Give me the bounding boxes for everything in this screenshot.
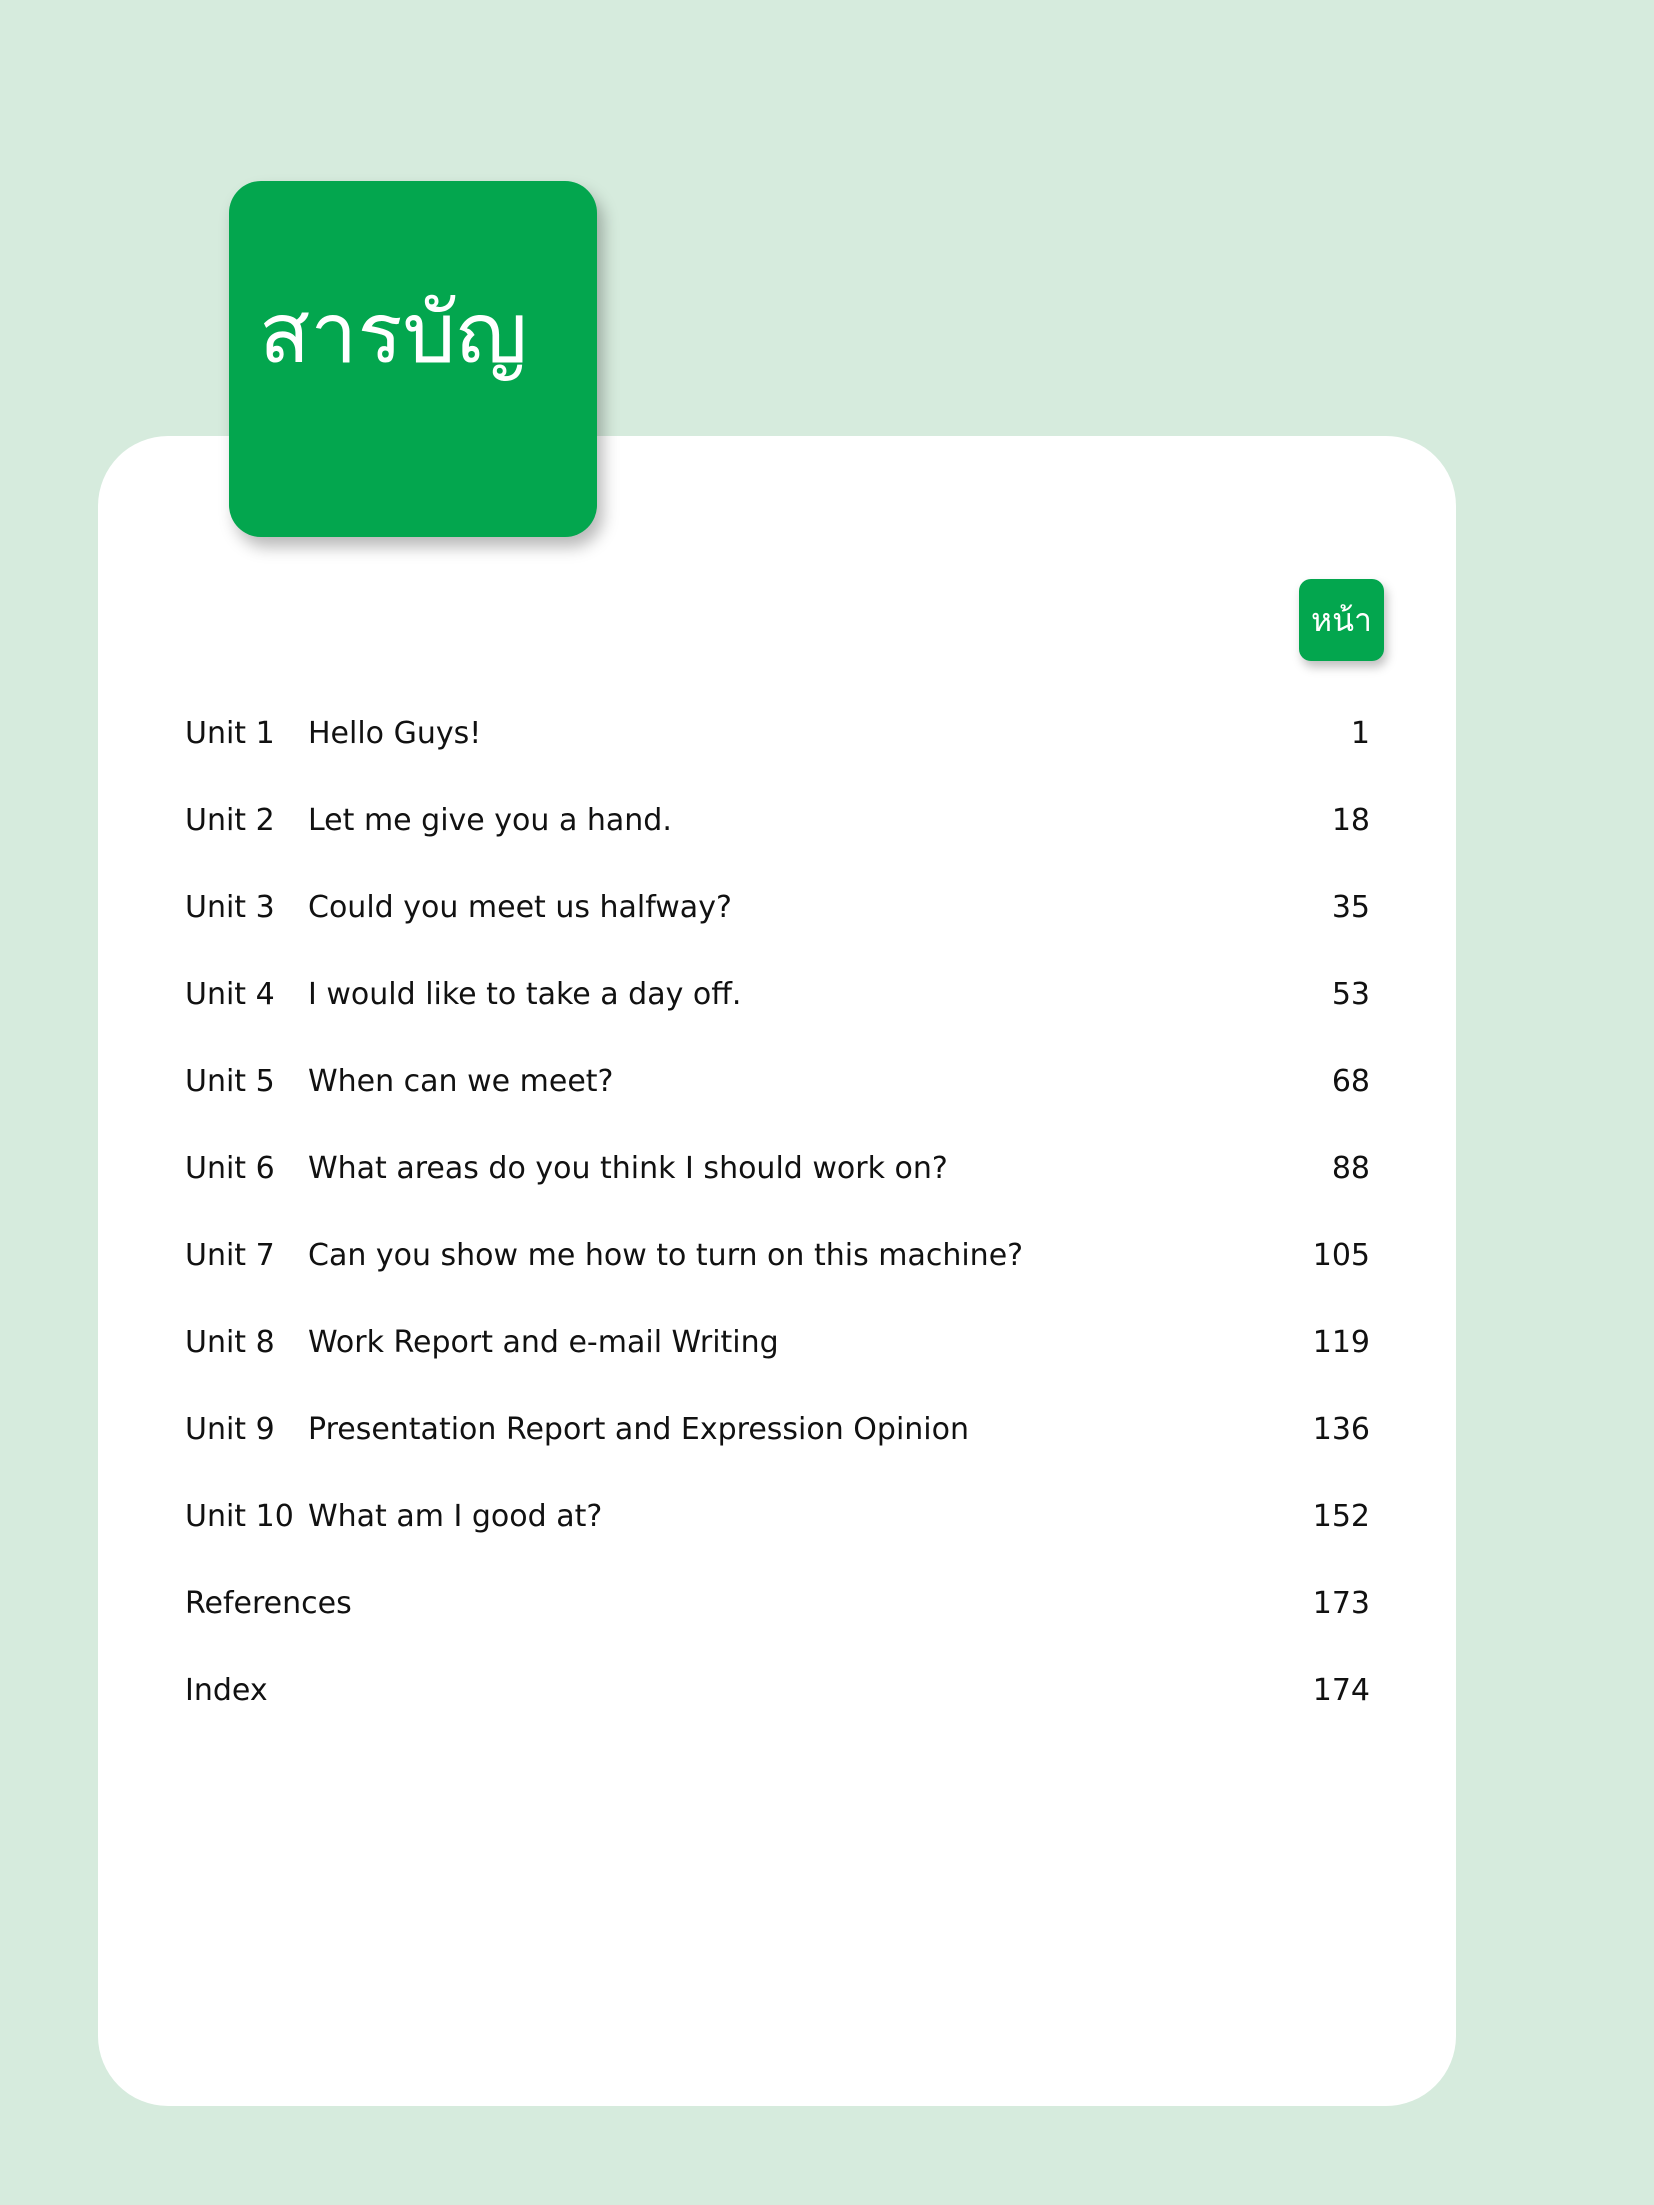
toc-title: Let me give you a hand. [308, 803, 672, 838]
toc-unit-label: Unit 1 [185, 716, 275, 751]
toc-page-number: 174 [1312, 1673, 1370, 1708]
toc-page-number: 152 [1312, 1499, 1370, 1534]
toc-page-number: 68 [1331, 1064, 1370, 1099]
toc-row-unit-7[interactable] [185, 1220, 1370, 1307]
toc-row-unit-2[interactable] [185, 785, 1370, 872]
toc-title: Can you show me how to turn on this machine? [308, 1238, 1024, 1273]
toc-page-number: 18 [1331, 803, 1370, 838]
toc-unit-label: Unit 2 [185, 803, 275, 838]
toc-unit-label: Unit 7 [185, 1238, 275, 1273]
toc-page-number: 88 [1331, 1151, 1370, 1186]
toc-page-number: 1 [1350, 716, 1370, 751]
toc-section-label: Index [185, 1673, 268, 1708]
toc-unit-label: Unit 8 [185, 1325, 275, 1360]
toc-title: What am I good at? [308, 1499, 603, 1534]
toc-page-number: 53 [1331, 977, 1370, 1012]
toc-row-unit-8[interactable] [185, 1307, 1370, 1394]
page-title: สารบัญ [259, 284, 528, 382]
toc-row-unit-5[interactable] [185, 1046, 1370, 1133]
toc-unit-label: Unit 6 [185, 1151, 275, 1186]
toc-row-unit-10[interactable] [185, 1481, 1370, 1568]
toc-title: Hello Guys! [308, 716, 482, 751]
toc-title: I would like to take a day off. [308, 977, 742, 1012]
title-box [229, 181, 597, 537]
toc-title: Could you meet us halfway? [308, 890, 732, 925]
toc-row-unit-1[interactable] [185, 698, 1370, 785]
toc-row-unit-4[interactable] [185, 959, 1370, 1046]
toc-page-number: 119 [1312, 1325, 1370, 1360]
toc-row-unit-3[interactable] [185, 872, 1370, 959]
toc-section-label: References [185, 1586, 352, 1621]
toc-row-index[interactable] [185, 1655, 1370, 1742]
toc-title: When can we meet? [308, 1064, 614, 1099]
toc-row-unit-6[interactable] [185, 1133, 1370, 1220]
toc-unit-label: Unit 3 [185, 890, 275, 925]
page-column-badge: หน้า [1299, 579, 1384, 661]
toc-unit-label: Unit 9 [185, 1412, 275, 1447]
toc-unit-label: Unit 10 [185, 1499, 294, 1534]
toc-title: Work Report and e-mail Writing [308, 1325, 779, 1360]
toc-title: What areas do you think I should work on? [308, 1151, 948, 1186]
toc-page-number: 136 [1312, 1412, 1370, 1447]
toc-row-references[interactable] [185, 1568, 1370, 1655]
toc-unit-label: Unit 4 [185, 977, 275, 1012]
toc-page-number: 35 [1331, 890, 1370, 925]
toc-page-number: 173 [1312, 1586, 1370, 1621]
toc-unit-label: Unit 5 [185, 1064, 275, 1099]
toc-row-unit-9[interactable] [185, 1394, 1370, 1481]
table-of-contents [185, 698, 1370, 1742]
toc-title: Presentation Report and Expression Opinion [308, 1412, 969, 1447]
toc-page-number: 105 [1312, 1238, 1370, 1273]
